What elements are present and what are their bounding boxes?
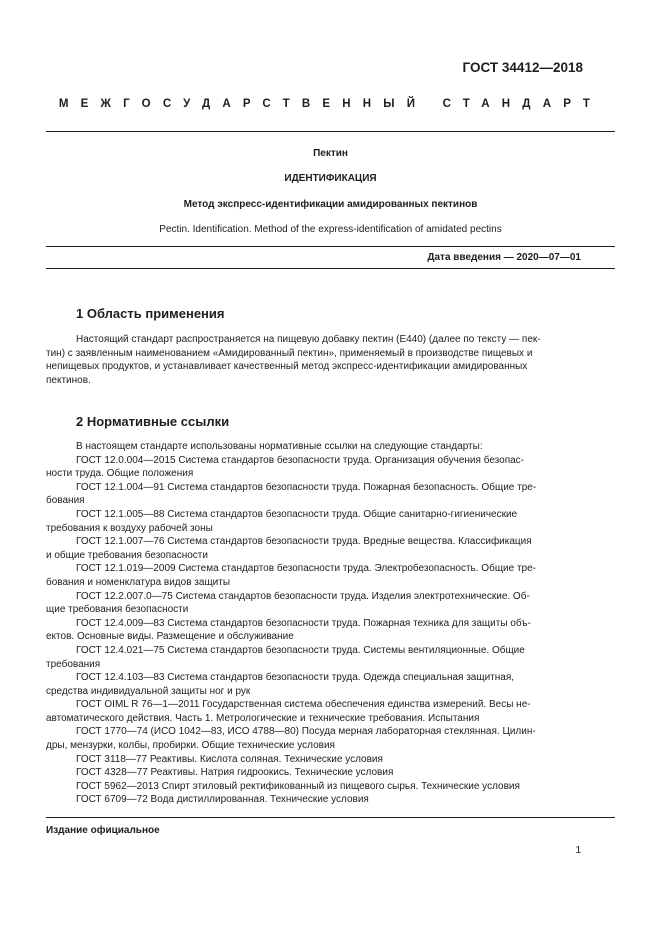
reference-line: ГОСТ 4328—77 Реактивы. Натрия гидроокись. Технические условия	[76, 767, 394, 779]
reference-line: и общие требования безопасности	[46, 549, 208, 561]
reference-line: дры, мензурки, колбы, пробирки. Общие технические условия	[46, 740, 335, 752]
reference-line: ГОСТ 12.1.004—91 Система стандартов безопасности труда. Пожарная безопасность. Общие тре-	[76, 481, 537, 493]
edition-label: Издание официальное	[46, 825, 160, 836]
reference-line: ГОСТ 12.1.019—2009 Система стандартов безопасности труда. Электробезопасность. Общие тре-	[76, 563, 536, 575]
reference-line: ГОСТ 6709—72 Вода дистиллированная. Технические условия	[76, 794, 369, 806]
reference-line: ГОСТ 1770—74 (ИСО 1042—83, ИСО 4788—80) Посуда мерная лабораторная стеклянная. Цилин-	[76, 726, 536, 738]
references-intro: В настоящем стандарте использованы нормативные ссылки на следующие стандарты:	[76, 441, 483, 452]
section-1-heading: 1 Область применения	[76, 306, 225, 321]
top-divider	[46, 131, 615, 132]
reference-line: ГОСТ 12.1.005—88 Система стандартов безопасности труда. Общие санитарно-гигиенические	[76, 508, 518, 520]
reference-line: автоматического действия. Часть 1. Метрологические и технические требования. Испытания	[46, 712, 480, 724]
section-1-line: пектинов.	[46, 374, 91, 386]
section-1-body	[46, 333, 582, 387]
section-2-heading: 2 Нормативные ссылки	[76, 414, 230, 429]
reference-line: требования к воздуху рабочей зоны	[46, 522, 213, 534]
date-divider	[46, 268, 615, 269]
title-product: Пектин	[313, 148, 348, 159]
page-number: 1	[575, 845, 581, 856]
section-2-body	[46, 440, 582, 807]
title-method: Метод экспресс-идентификации амидированных пектинов	[183, 199, 478, 210]
reference-line: ГОСТ 12.4.021—75 Система стандартов безопасности труда. Системы вентиляционные. Общие	[76, 644, 525, 656]
standard-banner: МЕЖГОСУДАРСТВЕННЫЙ СТАНДАРТ	[58, 98, 603, 110]
reference-line: требования	[46, 658, 101, 670]
reference-line: ектов. Основные виды. Размещение и обслуживание	[46, 631, 294, 643]
reference-line: ГОСТ OIML R 76—1—2011 Государственная система обеспечения единства измерений. Весы не-	[76, 699, 531, 711]
reference-line: щие требования безопасности	[46, 604, 189, 616]
title-english: Pectin. Identification. Method of the express-identification of amidated pectins	[159, 224, 502, 235]
reference-line: ГОСТ 12.4.103—83 Система стандартов безопасности труда. Одежда специальная защитная,	[76, 672, 515, 684]
reference-line: ГОСТ 12.2.007.0—75 Система стандартов безопасности труда. Изделия электротехнические. Об-	[76, 590, 530, 602]
reference-line: ГОСТ 5962—2013 Спирт этиловый ректификованный из пищевого сырья. Технические условия	[76, 780, 520, 792]
footer-divider	[46, 817, 615, 818]
section-1-line: непищевых продуктов, и устанавливает качественный метод экспресс-идентификации амидированных	[46, 361, 528, 373]
title-divider	[46, 246, 615, 247]
reference-line: средства индивидуальной защиты ног и рук	[46, 685, 251, 697]
reference-line: ГОСТ 12.0.004—2015 Система стандартов безопасности труда. Организация обучения безопас-	[76, 454, 524, 466]
reference-line: бования	[46, 495, 85, 507]
introduction-date: Дата введения — 2020—07—01	[427, 252, 581, 263]
reference-line: бования и номенклатура видов защиты	[46, 576, 231, 588]
reference-line: ГОСТ 12.1.007—76 Система стандартов безопасности труда. Вредные вещества. Классификация	[76, 536, 532, 548]
reference-line: ГОСТ 3118—77 Реактивы. Кислота соляная. Технические условия	[76, 753, 383, 765]
title-part: ИДЕНТИФИКАЦИЯ	[284, 173, 377, 184]
document-number: ГОСТ 34412—2018	[462, 60, 583, 75]
reference-line: ности труда. Общие положения	[46, 468, 194, 480]
reference-line: ГОСТ 12.4.009—83 Система стандартов безопасности труда. Пожарная техника для защиты объ-	[76, 617, 531, 629]
section-1-line: Настоящий стандарт распространяется на пищевую добавку пектин (Е440) (далее по тексту — пек-	[76, 334, 541, 345]
section-1-line: тин) с заявленным наименованием «Амидированный пектин», применяемый в производстве пищевых и	[46, 347, 533, 359]
